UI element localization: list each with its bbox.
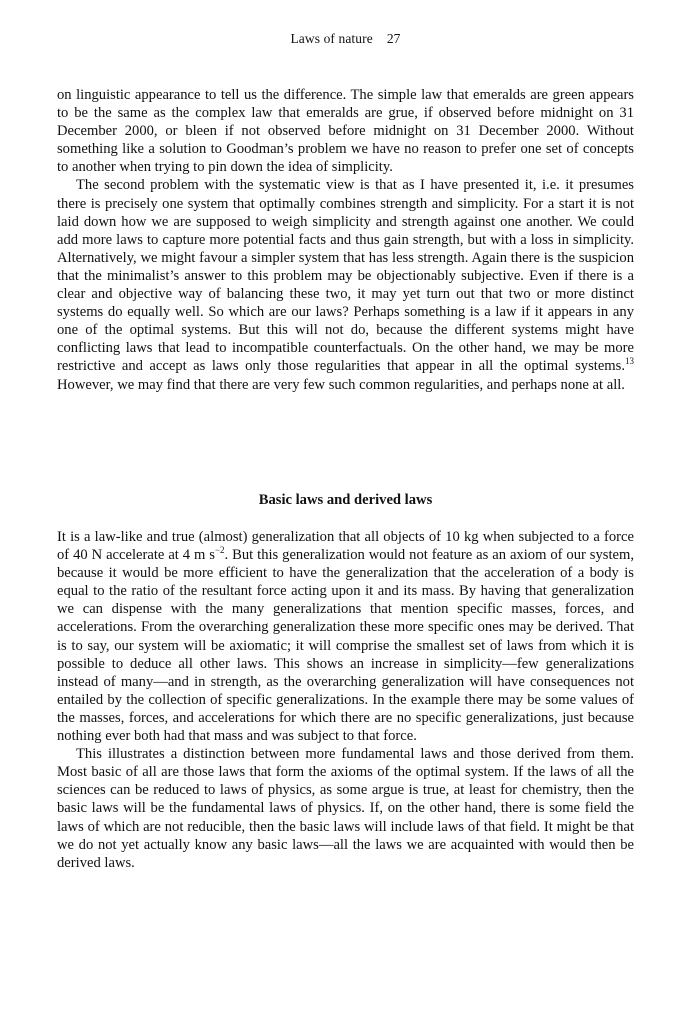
- paragraph-text: However, we may find that there are very few such common regularities, and perhaps none at all.: [57, 376, 625, 393]
- body-text-block-1: [57, 86, 634, 394]
- paragraph-distinction: This illustrates a distinction between more fundamental laws and those derived from them. Most basic of all are those laws that form the axioms of the optimal system. If the laws of all the sciences can be reduced to laws of physics, as some argue is true, at least for chemistry, then the basic laws will be the fundamental laws of physics. If, on the other hand, there is some field the laws of which are not reducible, then the basic laws will include laws of that field. It might be that we do not yet actually know any basic laws—all the laws we are acquainted with would then be derived laws.: [57, 746, 634, 871]
- unit-exponent: −2: [214, 545, 225, 556]
- running-head: [0, 31, 691, 47]
- body-text-block-2: [57, 528, 634, 872]
- paragraph-text: . But this generalization would not feature as an axiom of our system, because it would be more efficient to have the generalization that the acceleration of a body is equal to the ratio of the resultant force acting upon it and its mass. By having that generalization we can dispense with the many generalizations that mention specific masses, forces, and accelerations. From the overarching generalization these more specific ones may be derived. That is to say, our system will be axiomatic; it will comprise the smallest set of laws from which it is possible to deduce all other laws. This shows an increase in simplicity—few generalizations instead of many—and in strength, as the overarching generalization will have consequences not entailed by the collection of specific generalizations. In the example there may be some values of the masses, forces, and accelerations for which there are no specific generalizations, just because nothing ever both had that mass and was subject to that force.: [57, 547, 634, 745]
- section-heading: Basic laws and derived laws: [258, 492, 433, 508]
- paragraph-continuation: on linguistic appearance to tell us the difference. The simple law that emeralds are green appears to be the same as the complex law that emeralds are grue, if observed before midnight on 31 December 2000, or bleen if not observed before midnight on 31 December 2000. Without something like a solution to Goodman’s problem we have no reason to prefer one set of concepts to another when trying to pin down the idea of simplicity.: [57, 87, 634, 176]
- paragraph-generalization: [57, 528, 634, 745]
- footnote-marker[interactable]: 13: [625, 356, 634, 367]
- paragraph-text: The second problem with the systematic view is that as I have presented it, i.e. it presumes there is precisely one system that optimally combines strength and simplicity. For a start it is not laid down how we are supposed to weigh simplicity and strength against one another. We could add more laws to capture more potential facts and thus gain strength, but with a loss in simplicity. Alternatively, we might favour a simpler system that has less strength. Again there is the suspicion that the minimalist’s answer to this problem may be objectionably subjective. Even if there is a clear and objective way of balancing these two, it may yet turn out that two or more distinct systems do equally well. So which are our laws? Perhaps something is a law if it appears in any one of the optimal systems. But this will not do, because the different systems might have conflicting laws that lead to incompatible counterfactuals. On the other hand, we may be more restrictive and accept as laws only those regularities that appear in all the optimal systems.: [57, 177, 634, 375]
- paragraph-text: It is a law-like and true (almost) generalization that all objects of 10 kg when subjected to a force of 40 N accelerate at 4 m s: [57, 529, 634, 564]
- page-number: 27: [386, 31, 401, 46]
- running-title: Laws of nature: [290, 31, 373, 46]
- paragraph-second-problem: [57, 176, 634, 393]
